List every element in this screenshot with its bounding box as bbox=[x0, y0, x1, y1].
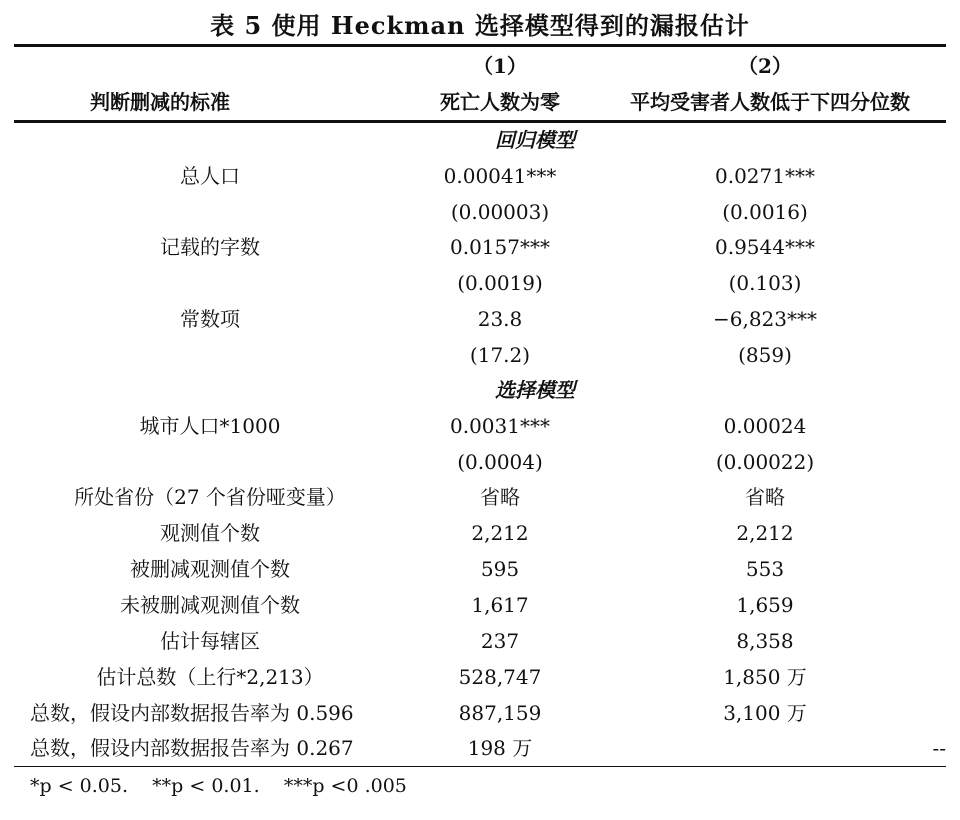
header-rule bbox=[14, 120, 946, 123]
col2-number: （2） bbox=[738, 54, 792, 78]
bottom-rule bbox=[14, 766, 946, 767]
coef-col2: 0.9544*** bbox=[715, 235, 815, 259]
col1-number: （1） bbox=[473, 54, 527, 78]
row-label: 观测值个数 bbox=[160, 521, 260, 545]
value-col2: 1,659 bbox=[736, 593, 794, 617]
coef-col1: 0.00041*** bbox=[443, 164, 557, 188]
value-col1: 1,617 bbox=[471, 593, 529, 617]
value-col2: -- bbox=[932, 736, 946, 760]
value-col1: 237 bbox=[480, 629, 520, 653]
value-col2: 8,358 bbox=[736, 629, 794, 653]
row-label: 总数，假设内部数据报告率为 0.267 bbox=[30, 736, 354, 760]
row-label: 常数项 bbox=[180, 307, 240, 331]
value-col1: 595 bbox=[480, 557, 520, 581]
se-col2: (0.00022) bbox=[715, 450, 815, 474]
value-col1: 887,159 bbox=[458, 701, 542, 725]
se-col1: (0.00003) bbox=[450, 200, 550, 224]
col1-header: 死亡人数为零 bbox=[440, 90, 560, 114]
value-col2: 553 bbox=[745, 557, 785, 581]
row-label: 所处省份（27 个省份哑变量） bbox=[74, 485, 346, 509]
footnote: *p < 0.05. **p < 0.01. ***p <0 .005 bbox=[30, 775, 407, 797]
value-col1: 528,747 bbox=[458, 665, 542, 689]
value-col1: 2,212 bbox=[471, 521, 529, 545]
section-selection: 选择模型 bbox=[495, 378, 575, 402]
se-col2: (0.0016) bbox=[722, 200, 808, 224]
row-label: 记载的字数 bbox=[160, 235, 260, 259]
value-col1: 198 万 bbox=[467, 736, 533, 760]
value-col1: 省略 bbox=[480, 485, 520, 509]
coef-col2: 0.0271*** bbox=[715, 164, 815, 188]
row-label: 总人口 bbox=[180, 164, 240, 188]
coef-col2: −6,823*** bbox=[712, 307, 817, 331]
value-col2: 3,100 万 bbox=[723, 701, 807, 725]
value-col2: 2,212 bbox=[736, 521, 794, 545]
se-col1: (17.2) bbox=[469, 343, 531, 367]
row-label: 总数，假设内部数据报告率为 0.596 bbox=[30, 701, 354, 725]
row-label: 估计总数（上行*2,213） bbox=[96, 665, 324, 689]
value-col2: 省略 bbox=[745, 485, 785, 509]
table-title: 表 5 使用 Heckman 选择模型得到的漏报估计 bbox=[210, 11, 750, 40]
top-rule bbox=[14, 44, 946, 47]
coef-col2: 0.00024 bbox=[723, 414, 807, 438]
section-regression: 回归模型 bbox=[495, 128, 575, 152]
row-label: 被删减观测值个数 bbox=[130, 557, 290, 581]
row-label: 城市人口*1000 bbox=[139, 414, 281, 438]
coef-col1: 0.0157*** bbox=[450, 235, 550, 259]
se-col2: (0.103) bbox=[728, 271, 802, 295]
value-col2: 1,850 万 bbox=[723, 665, 807, 689]
row-label: 估计每辖区 bbox=[160, 629, 260, 653]
col2-header: 平均受害者人数低于下四分位数 bbox=[630, 90, 910, 114]
row-label: 未被删减观测值个数 bbox=[120, 593, 300, 617]
coef-col1: 23.8 bbox=[477, 307, 523, 331]
se-col1: (0.0004) bbox=[457, 450, 543, 474]
coef-col1: 0.0031*** bbox=[450, 414, 550, 438]
se-col2: (859) bbox=[738, 343, 792, 367]
criterion-header: 判断删减的标准 bbox=[90, 90, 230, 114]
se-col1: (0.0019) bbox=[457, 271, 543, 295]
